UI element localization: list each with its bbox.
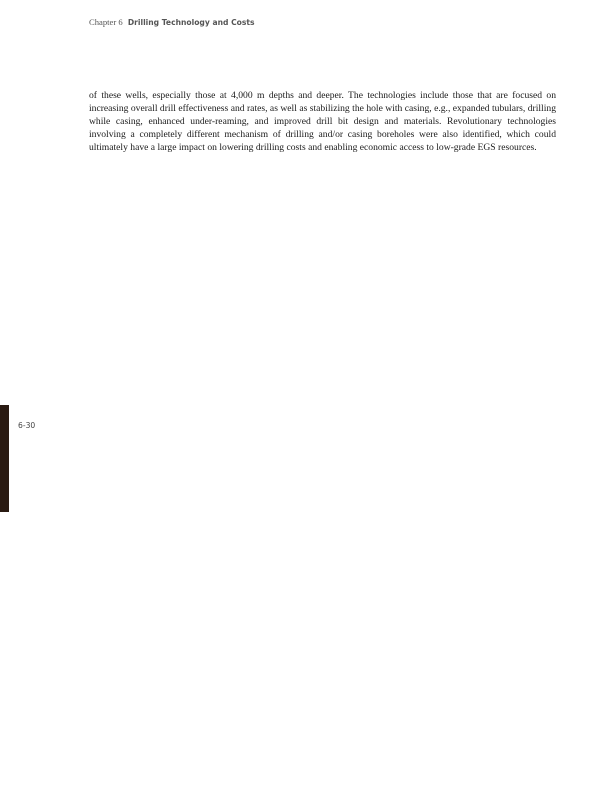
running-header [89, 16, 255, 29]
chapter-label: Chapter 6 [89, 17, 123, 27]
body-paragraph: of these wells, especially those at 4,000 m depths and deeper. The technologies include those that are focused on increasing overall drill effectiveness and rates, as well as stabilizing the hole with casing, e.g., expanded tubulars, drilling while casing, enhanced under-reaming, and improved drill bit design and materials. Revolutionary technologies involving a completely different mechanism of drilling and/or casing boreholes were also identified, which could ultimately have a large impact on lowering drilling costs and enabling economic access to low-grade EGS resources. [89, 90, 556, 153]
chapter-title: Drilling Technology and Costs [127, 18, 255, 27]
chapter-edge-tab [0, 405, 9, 512]
page-number: 6-30 [18, 421, 36, 430]
